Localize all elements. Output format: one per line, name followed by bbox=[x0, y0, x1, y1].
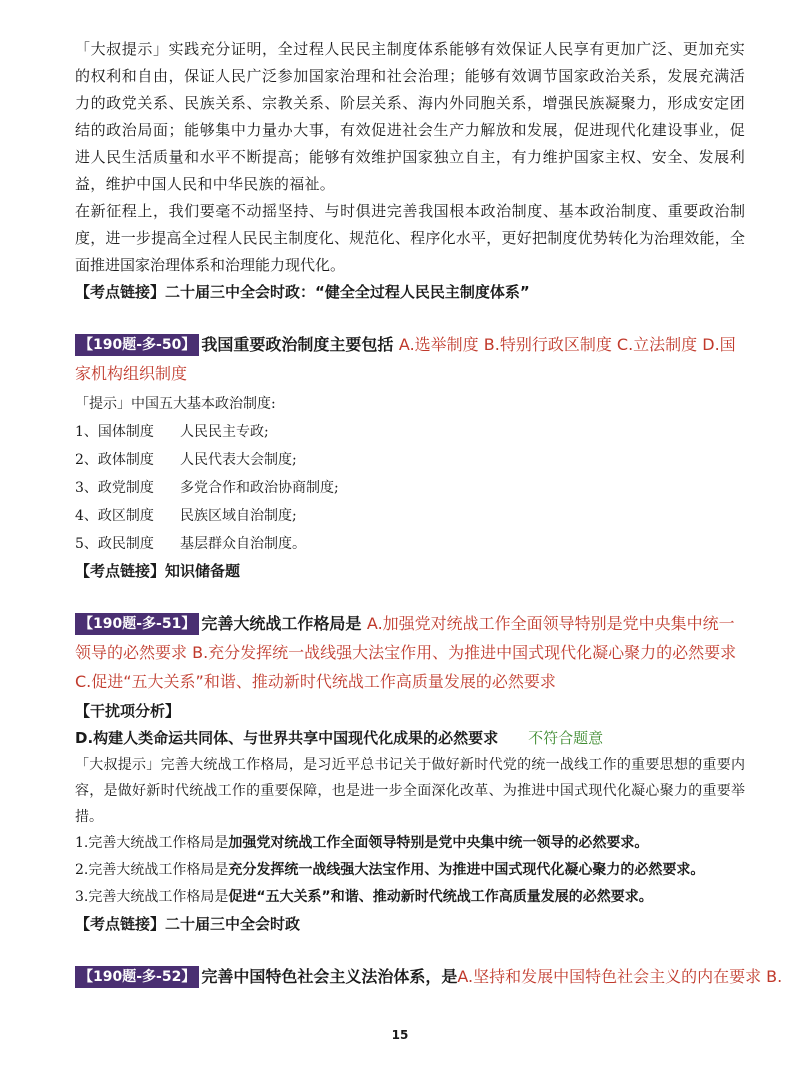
page-content bbox=[75, 36, 783, 991]
question-tag: 【190题-多-52】 bbox=[75, 966, 199, 988]
list-item: 3.完善大统战工作格局是促进“五大关系”和谐、推动新时代统战工作高质量发展的必然要求。 bbox=[75, 889, 653, 905]
hint-paragraph-3: 「大叔提示」完善大统战工作格局，是习近平总书记关于做好新时代党的统一战线工作的重要思想的重要内容，是做好新时代统战工作的重要保障，也是进一步全面深化改革、为推进中国式现代化凝心聚力的重要举措。 bbox=[75, 757, 745, 825]
list-item: 5、政民制度 基层群众自治制度。 bbox=[75, 536, 306, 552]
question-stem: 我国重要政治制度主要包括 bbox=[201, 335, 394, 354]
hint-paragraph-2: 在新征程上，我们要毫不动摇坚持、与时俱进完善我国根本政治制度、基本政治制度、重要政治制度，进一步提高全过程人民民主制度化、规范化、程序化水平，更好把制度优势转化为治理效能，全面推进国家治理体系和治理能力现代化。 bbox=[75, 202, 745, 274]
list-item: 1、国体制度 人民民主专政; bbox=[75, 424, 269, 440]
hint-paragraph-1: 「大叔提示」实践充分证明，全过程人民民主制度体系能够有效保证人民享有更加广泛、更加充实的权利和自由，保证人民广泛参加国家治理和社会治理；能够有效调节国家政治关系，发展充满活力的政党关系、民族关系、宗教关系、阶层关系、海内外同胞关系，增强民族凝聚力，形成安定团结的政治局面；能够集中力量办大事，有效促进社会生产力解放和发展，促进现代化建设事业，促进人民生活质量和水平不断提高；能够有效维护国家独立自主，有力维护国家主权、安全、发展利益，维护中国人民和中华民族的福祉。 bbox=[75, 40, 745, 193]
question-stem: 完善大统战工作格局是 bbox=[201, 614, 362, 633]
question-50 bbox=[75, 330, 745, 388]
question-tag: 【190题-多-51】 bbox=[75, 613, 199, 635]
question-answer: A.选举制度 B.特别行政区制度 C.立法制度 D.国家机构组织制度 bbox=[75, 335, 736, 383]
page-number: 15 bbox=[391, 1028, 409, 1042]
distractor-line bbox=[75, 725, 745, 752]
exam-link-3: 【考点链接】二十届三中全会时政 bbox=[75, 915, 301, 933]
list-item: 2.完善大统战工作格局是充分发挥统一战线强大法宝作用、为推进中国式现代化凝心聚力的必然要求。 bbox=[75, 862, 705, 878]
hint-title: 「提示」中国五大基本政治制度: bbox=[75, 396, 276, 412]
exam-link-2: 【考点链接】知识储备题 bbox=[75, 562, 241, 580]
question-51 bbox=[75, 609, 745, 696]
question-52 bbox=[75, 962, 783, 991]
question-answer: A.加强党对统战工作全面领导特别是党中央集中统一领导的必然要求 B.充分发挥统一战线强大法宝作用、为推进中国式现代化凝心聚力的必然要求 C.促进“五大关系”和谐、推动新时代统战工作高质量发展的必然要求 bbox=[75, 614, 737, 691]
question-tag: 【190题-多-50】 bbox=[75, 334, 199, 356]
distractor-note: 不符合题意 bbox=[528, 729, 604, 747]
question-stem: 完善中国特色社会主义法治体系，是 bbox=[201, 967, 458, 986]
distractor-title: 【干扰项分析】 bbox=[75, 702, 181, 720]
list-item: 3、政党制度 多党合作和政治协商制度; bbox=[75, 480, 339, 496]
exam-link-1: 【考点链接】二十届三中全会时政：“健全全过程人民民主制度体系” bbox=[75, 283, 530, 301]
list-item: 1.完善大统战工作格局是加强党对统战工作全面领导特别是党中央集中统一领导的必然要求。 bbox=[75, 835, 649, 851]
distractor-text: D.构建人类命运共同体、与世界共享中国现代化成果的必然要求 bbox=[75, 729, 499, 747]
list-item: 4、政区制度 民族区域自治制度; bbox=[75, 508, 297, 524]
question-answer: A.坚持和发展中国特色社会主义的内在要求 B. bbox=[457, 967, 783, 986]
list-item: 2、政体制度 人民代表大会制度; bbox=[75, 452, 297, 468]
